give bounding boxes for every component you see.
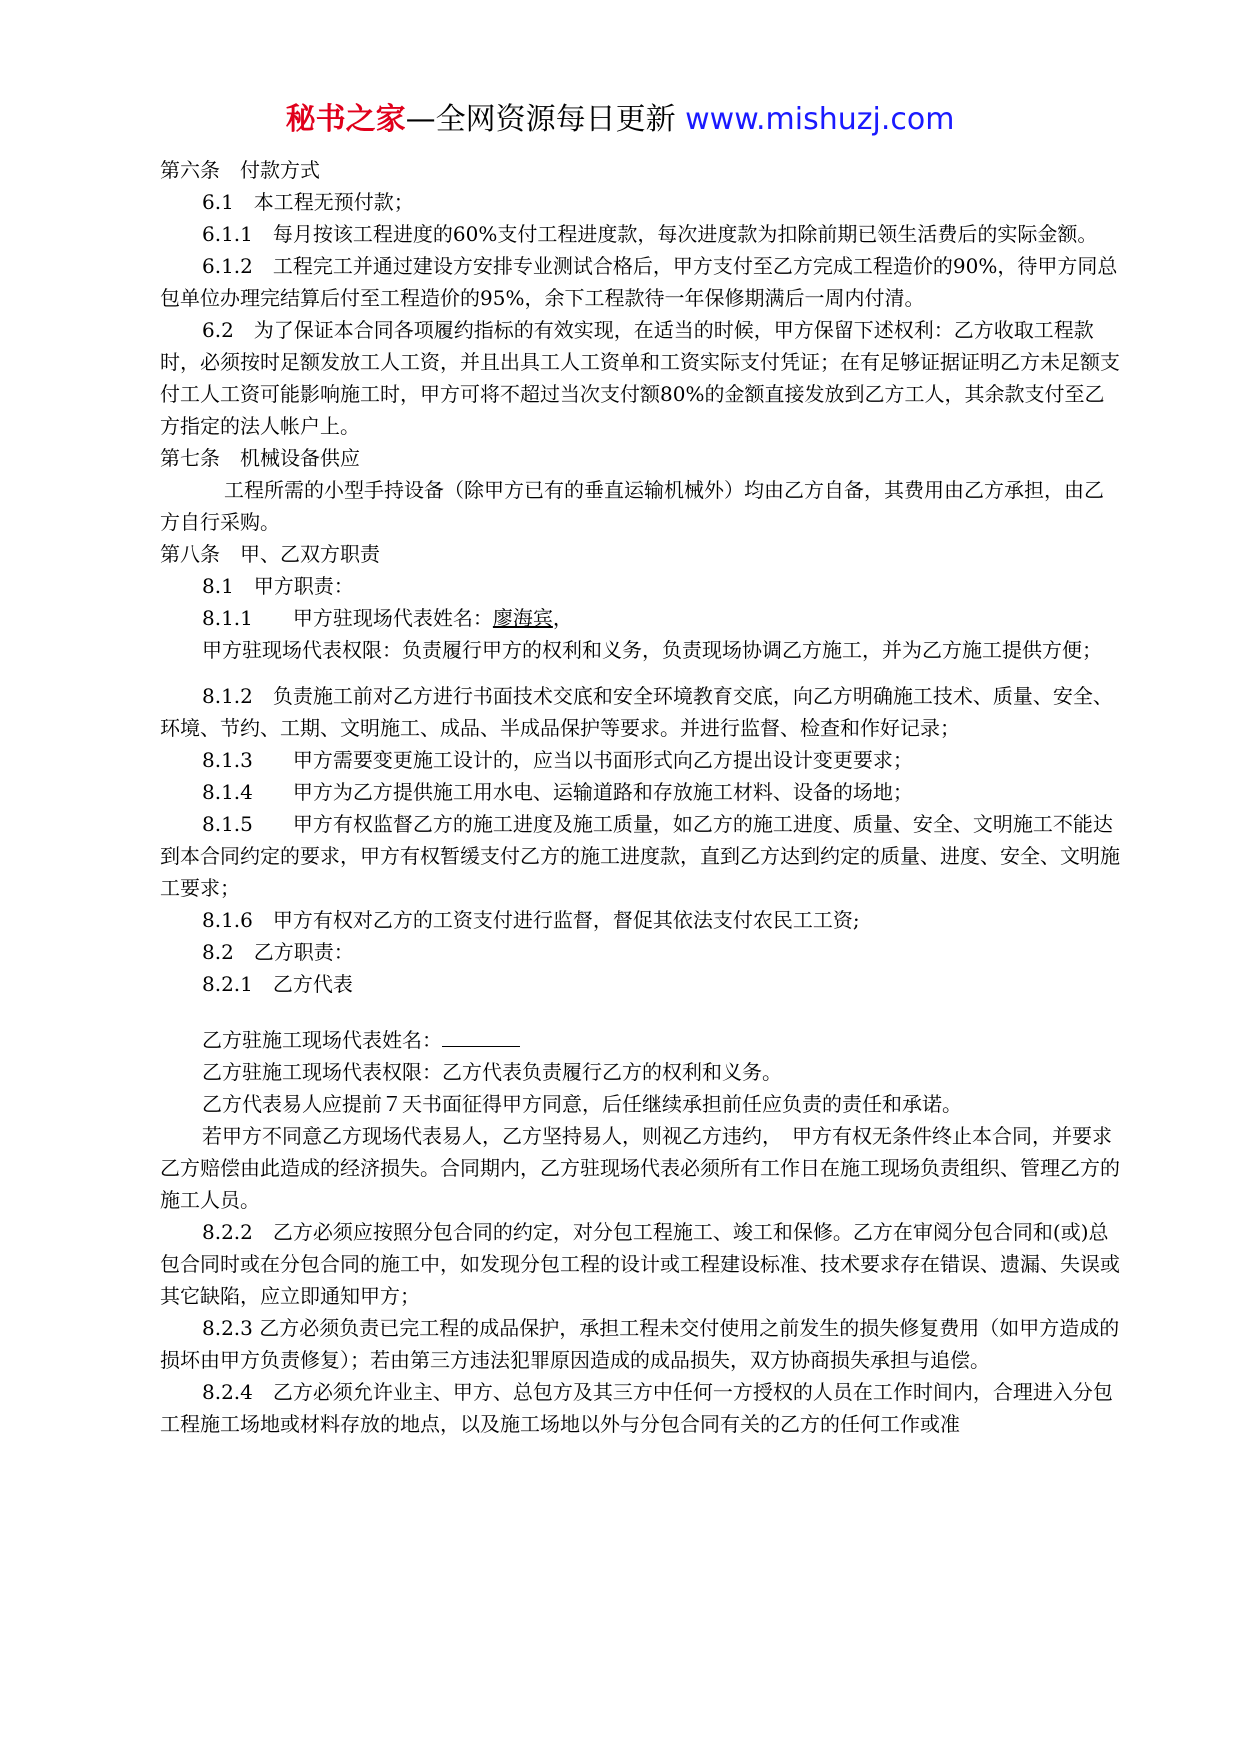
clause-8-2-1-name — [160, 1024, 1120, 1056]
clause-8-2-3: 8.2.3 乙方必须负责已完工程的成品保护，承担工程未交付使用之前发生的损失修复费用（如甲方造成的损坏由甲方负责修复）；若由第三方违法犯罪原因造成的成品损失，双方协商损失承担与追偿。 — [160, 1316, 1120, 1372]
clause-8-1-4: 8.1.4 甲方为乙方提供施工用水电、运输道路和存放施工材料、设备的场地； — [202, 780, 913, 804]
clause-8-2: 8.2 乙方职责： — [202, 940, 354, 964]
clause-6-1-2: 6.1.2 工程完工并通过建设方安排专业测试合格后，甲方支付至乙方完成工程造价的90%，待甲方同总包单位办理完结算后付至工程造价的95%，余下工程款待一年保修期满后一周内付清。 — [160, 254, 1118, 310]
clause-8-2-1-change: 乙方代表易人应提前７天书面征得甲方同意，后任继续承担前任应负责的责任和承诺。 — [202, 1092, 962, 1116]
clause-8-2-4: 8.2.4 乙方必须允许业主、甲方、总包方及其三方中任何一方授权的人员在工作时间内，合理进入分包工程施工场地或材料存放的地点，以及施工场地以外与分包合同有关的乙方的任何工作或准 — [160, 1380, 1113, 1436]
clause-6-1-1: 6.1.1 每月按该工程进度的60%支付工程进度款，每次进度款为扣除前期已领生活费后的实际金额。 — [202, 222, 1098, 246]
clause-6-2: 6.2 为了保证本合同各项履约指标的有效实现，在适当的时候，甲方保留下述权利：乙方收取工程款时，必须按时足额发放工人工资，并且出具工人工资单和工资实际支付凭证；在有足够证据证明乙方未足额支付工人工资可能影响施工时，甲方可将不超过当次支付额80%的金额直接发放到乙方工人，其余款支付至乙方指定的法人帐户上。 — [160, 318, 1120, 438]
rep-name-label: 8.1.1 甲方驻现场代表姓名： — [202, 606, 493, 630]
clause-8-1-1 — [160, 602, 1120, 634]
clause-8-1-5: 8.1.5 甲方有权监督乙方的施工进度及施工质量，如乙方的施工进度、质量、安全、文明施工不能达到本合同约定的要求，甲方有权暂缓支付乙方的施工进度款，直到乙方达到约定的质量、进度、安全、文明施工要求； — [160, 812, 1120, 900]
clause-7-text: 工程所需的小型手持设备（除甲方已有的垂直运输机械外）均由乙方自备，其费用由乙方承担，由乙方自行采购。 — [160, 478, 1104, 534]
website-link[interactable]: www.mishuzj.com — [685, 102, 955, 137]
clause-8-1-1-authority: 甲方驻现场代表权限：负责履行甲方的权利和义务，负责现场协调乙方施工，并为乙方施工提供方便； — [202, 638, 1102, 662]
rep-name-suffix: ， — [552, 606, 573, 630]
site-banner — [0, 100, 1240, 140]
contract-body — [160, 154, 1120, 1440]
article-6-title: 第六条 付款方式 — [160, 158, 320, 182]
clause-8-1-6: 8.1.6 甲方有权对乙方的工资支付进行监督，督促其依法支付农民工工资; — [202, 908, 860, 932]
clause-8-1-2: 8.1.2 负责施工前对乙方进行书面技术交底和安全环境教育交底，向乙方明确施工技术、质量、安全、环境、节约、工期、文明施工、成品、半成品保护等要求。并进行监督、检查和作好记录； — [160, 684, 1113, 740]
clause-8-2-1: 8.2.1 乙方代表 — [202, 972, 353, 996]
clause-8-2-1-breach: 若甲方不同意乙方现场代表易人，乙方坚持易人，则视乙方违约， 甲方有权无条件终止本合同，并要求乙方赔偿由此造成的经济损失。合同期内，乙方驻现场代表必须所有工作日在施工现场负责组织、管理乙方的施工人员。 — [160, 1124, 1120, 1212]
clause-8-1: 8.1 甲方职责： — [202, 574, 354, 598]
rep-name-value: 廖海宾 — [492, 606, 553, 630]
party-b-rep-label: 乙方驻施工现场代表姓名： — [202, 1028, 442, 1052]
banner-slogan: —全网资源每日更新 — [405, 102, 686, 137]
article-7-title: 第七条 机械设备供应 — [160, 446, 360, 470]
clause-8-2-1-authority: 乙方驻施工现场代表权限：乙方代表负责履行乙方的权利和义务。 — [202, 1060, 782, 1084]
clause-8-1-3: 8.1.3 甲方需要变更施工设计的，应当以书面形式向乙方提出设计变更要求； — [202, 748, 913, 772]
article-8-title: 第八条 甲、乙双方职责 — [160, 542, 380, 566]
party-b-rep-blank — [442, 1026, 520, 1047]
clause-8-2-2: 8.2.2 乙方必须应按照分包合同的约定，对分包工程施工、竣工和保修。乙方在审阅分包合同和(或)总包合同时或在分包合同的施工中，如发现分包工程的设计或工程建设标准、技术要求存在错误、遗漏、失误或其它缺陷，应立即通知甲方； — [160, 1220, 1120, 1308]
clause-6-1: 6.1 本工程无预付款； — [202, 190, 414, 214]
brand-name: 秘书之家 — [285, 102, 406, 137]
